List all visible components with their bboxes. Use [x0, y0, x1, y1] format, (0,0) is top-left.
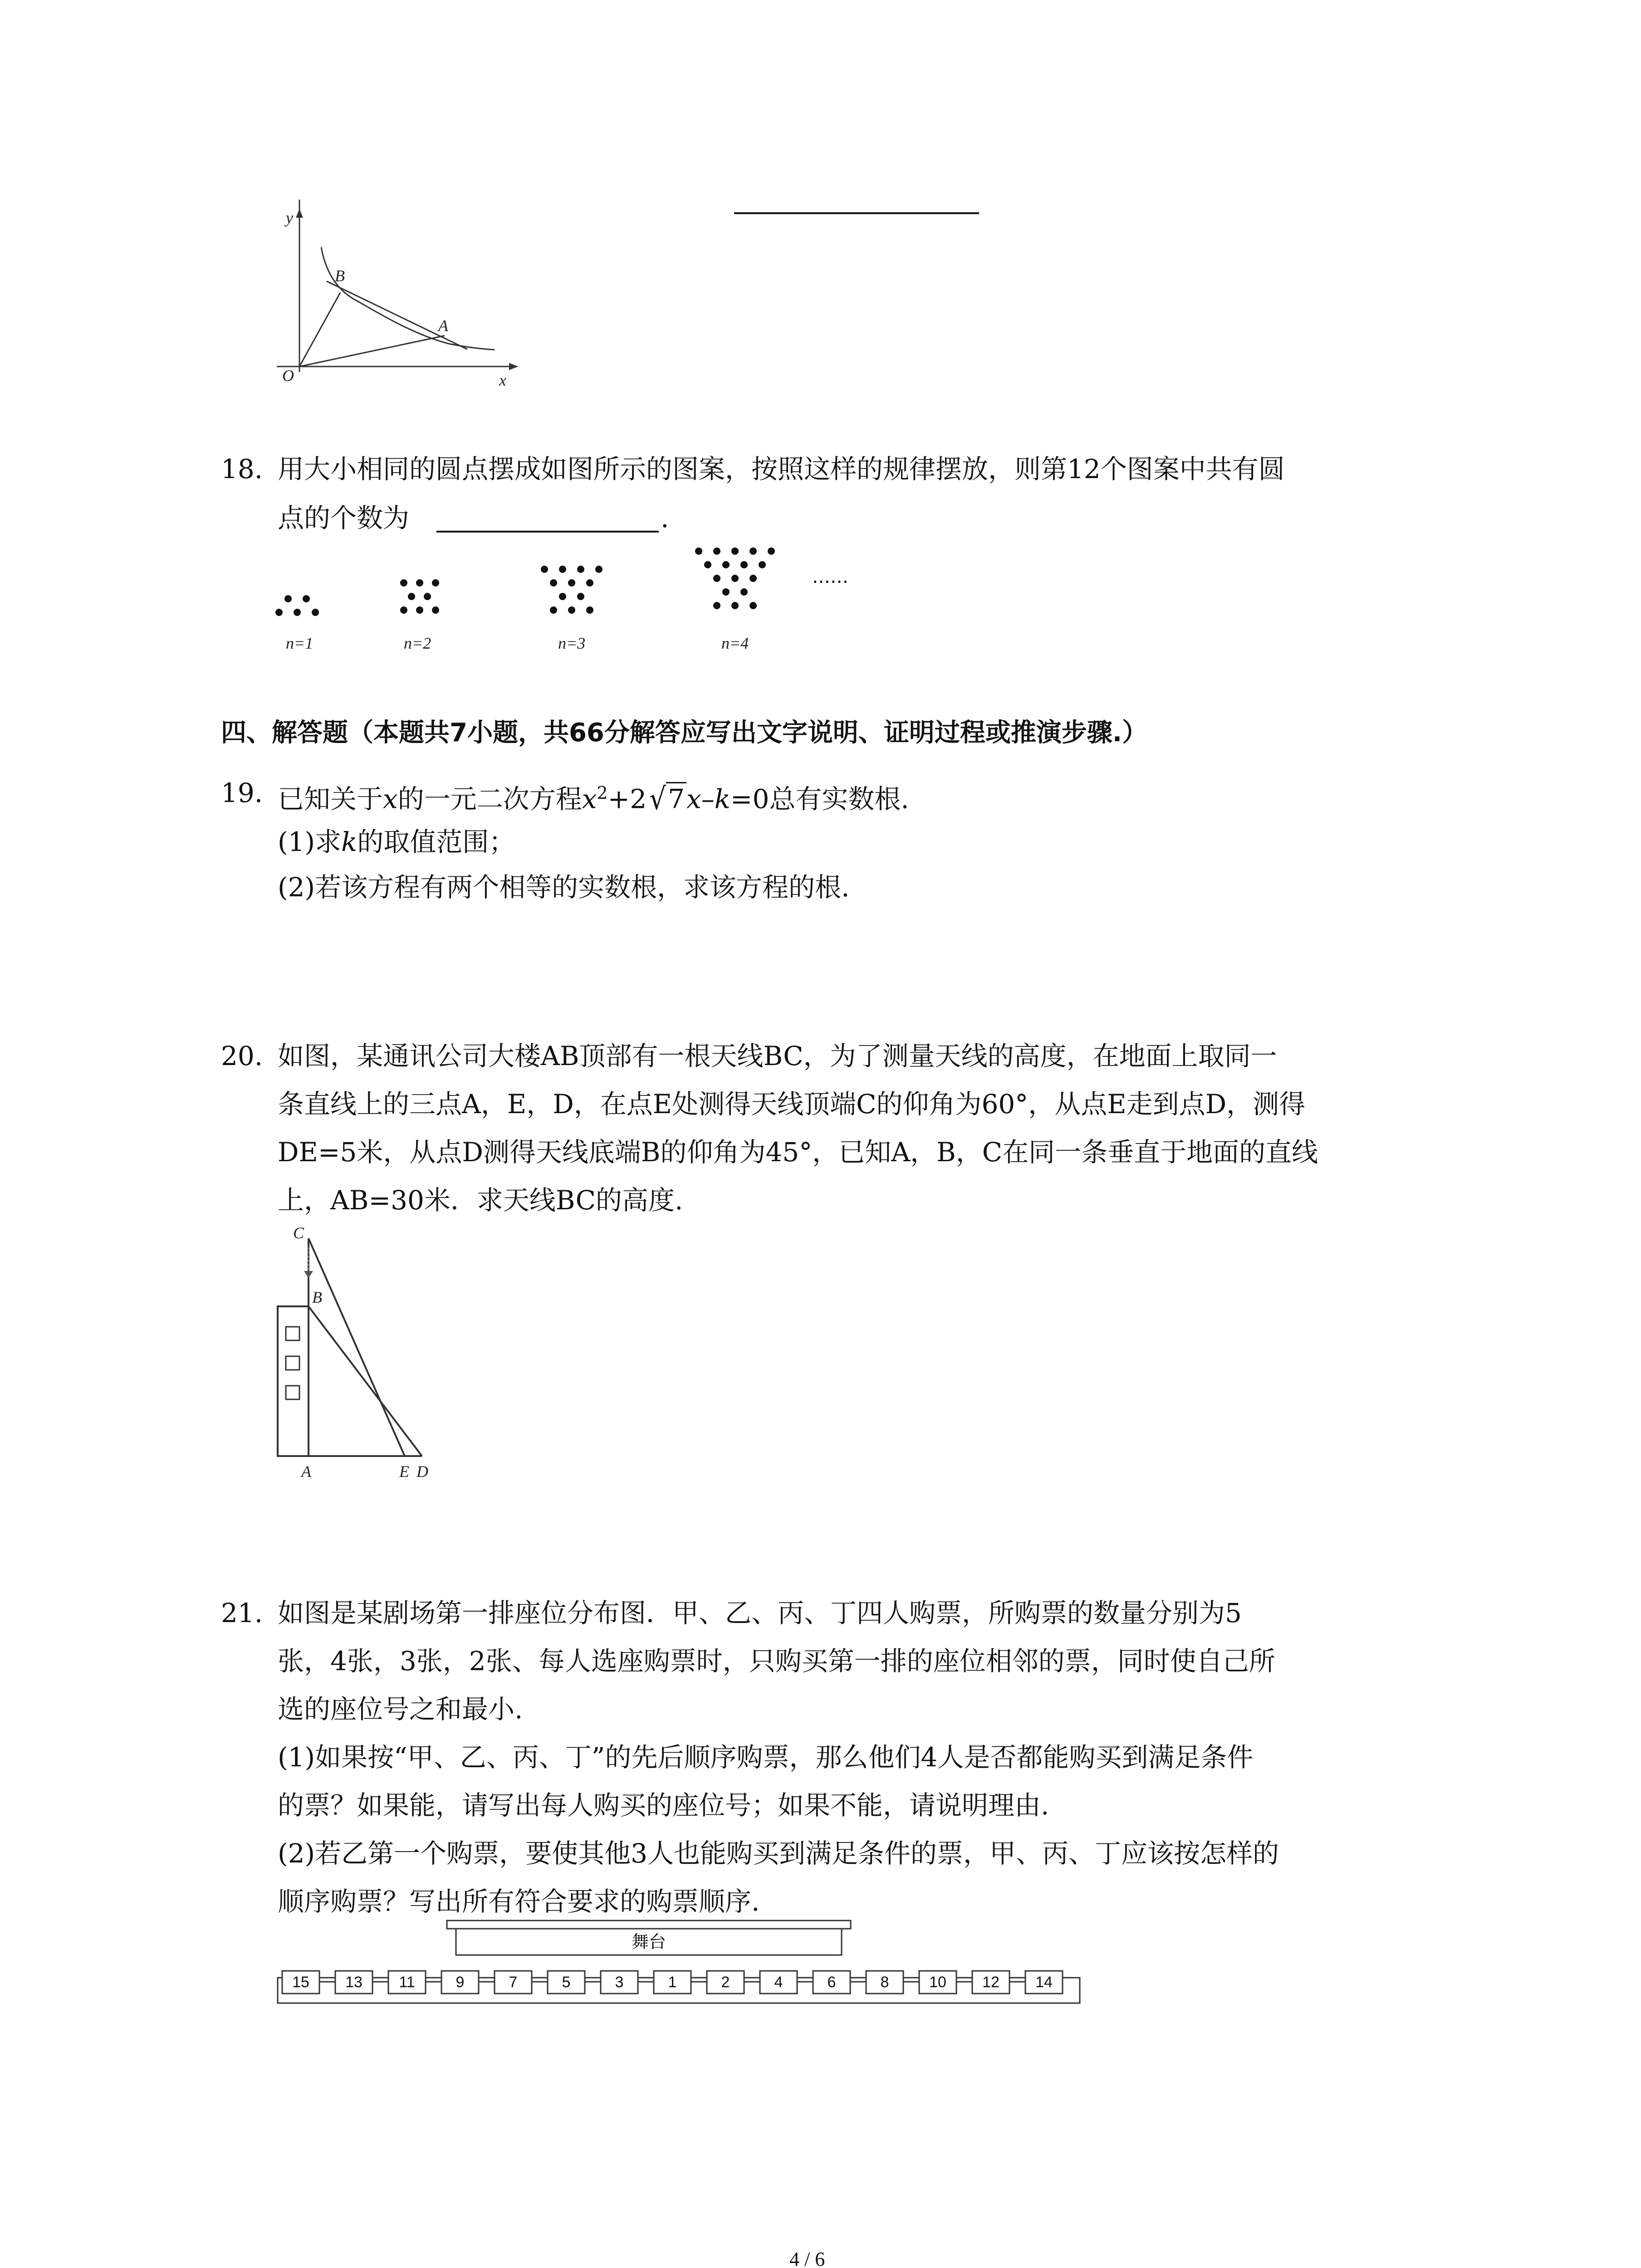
- graph-label-y: y: [286, 209, 293, 227]
- seat-number: 2: [721, 1974, 730, 1991]
- q19-p1-a: (1)求: [278, 826, 342, 857]
- fig-label-e: E: [399, 1462, 409, 1481]
- q20-line1: 如图，某通讯公司大楼AB顶部有一根天线BC，为了测量天线的高度，在地面上取同一: [278, 1041, 1277, 1071]
- stage-label: 舞台: [631, 1932, 666, 1952]
- q18-line2-pre: 点的个数为: [278, 503, 410, 533]
- dots-ellipsis: ……: [812, 567, 848, 587]
- seat-number: 15: [292, 1974, 309, 1991]
- q21-line1: 如图是某剧场第一排座位分布图．甲、乙、丙、丁四人购票，所购票的数量分别为5: [278, 1598, 1242, 1628]
- fig-label-a: A: [301, 1462, 311, 1481]
- q21-line7: 顺序购票？写出所有符合要求的购票顺序.: [278, 1886, 760, 1917]
- seat-number: 1: [668, 1974, 677, 1991]
- q18-line2-post: .: [661, 503, 669, 533]
- q19-eq-exp: 2: [597, 783, 608, 803]
- q19-eq-minus: –: [701, 783, 715, 815]
- graph-label-b: B: [335, 267, 345, 285]
- section-title: 四、解答题（本题共7小题，共66分解答应写出文字说明、证明过程或推演步骤.）: [221, 718, 1148, 748]
- seat-number: 9: [456, 1974, 465, 1991]
- q21-line4: (1)如果按“甲、乙、丙、丁”的先后顺序购票，那么他们4人是否都能购买到满足条件: [278, 1742, 1254, 1773]
- q19-eq-x: x: [582, 783, 597, 815]
- fig-label-d: D: [416, 1462, 428, 1481]
- graph-label-o: O: [282, 367, 294, 385]
- q18-line1: 用大小相同的圆点摆成如图所示的图案，按照这样的规律摆放，则第12个图案中共有圆: [278, 454, 1285, 484]
- q18-answer-blank: [436, 531, 659, 533]
- q19-eq-x2: x: [686, 783, 701, 815]
- q19-stem-b: 的一元二次方程: [397, 783, 582, 815]
- seat-number: 6: [827, 1974, 836, 1991]
- seat-number: 4: [774, 1974, 783, 1991]
- q20-line3: DE=5米，从点D测得天线底端B的仰角为45°，已知A，B，C在同一条垂直于地面的直线: [278, 1137, 1318, 1168]
- q19-eq-mid: +2: [607, 783, 647, 815]
- q21-number: 21.: [221, 1598, 263, 1628]
- q20-line4: 上，AB=30米．求天线BC的高度.: [278, 1185, 683, 1216]
- q19-stem: [278, 777, 909, 815]
- q17-graph: [268, 200, 526, 395]
- q19-var-x: x: [383, 783, 398, 815]
- graph-label-a: A: [438, 317, 448, 335]
- seat-number: 8: [880, 1974, 889, 1991]
- q20-line2: 条直线上的三点A，E，D，在点E处测得天线顶端C的仰角为60°，从点E走到点D，测得: [278, 1089, 1306, 1119]
- q21-line6: (2)若乙第一个购票，要使其他3人也能购买到满足条件的票，甲、丙、丁应该按怎样的: [278, 1838, 1279, 1869]
- q18-number: 18.: [221, 454, 263, 484]
- seat-number: 5: [562, 1974, 571, 1991]
- seat-number: 10: [929, 1974, 946, 1991]
- seat-number: 14: [1035, 1974, 1053, 1991]
- caption-n2: n=2: [404, 634, 431, 652]
- q20-figure: [272, 1220, 463, 1483]
- q19-part2: (2)若该方程有两个相等的实数根，求该方程的根.: [278, 872, 850, 903]
- q19-part1: [278, 826, 515, 858]
- fig-label-c: C: [293, 1224, 304, 1242]
- q19-number: 19.: [221, 777, 263, 808]
- q20-number: 20.: [221, 1041, 263, 1071]
- page-number: 4 / 6: [789, 2248, 825, 2268]
- caption-n4: n=4: [721, 634, 749, 652]
- q19-eq-rad: 7: [666, 782, 686, 814]
- seat-number: 12: [982, 1974, 999, 1991]
- q19-eq-end: =0总有实数根.: [730, 783, 909, 815]
- q19-p1-b: 的取值范围；: [357, 826, 515, 857]
- caption-n1: n=1: [286, 634, 314, 652]
- graph-label-x: x: [499, 371, 506, 389]
- q19-p1-k: k: [341, 826, 358, 857]
- fig-label-b: B: [312, 1288, 322, 1306]
- q19-stem-a: 已知关于: [278, 783, 383, 815]
- seat-number: 7: [509, 1974, 518, 1991]
- q19-sqrt-sign: √: [649, 781, 666, 817]
- q21-line5: 的票？如果能，请写出每人购买的座位号；如果不能，请说明理由.: [278, 1790, 1049, 1821]
- seating-chart: [272, 1919, 1098, 2037]
- q18-dot-patterns: [268, 535, 903, 658]
- seat-row: [282, 1971, 1063, 1994]
- q17-answer-blank: [734, 212, 979, 214]
- q19-eq-k: k: [714, 783, 730, 815]
- seat-number: 13: [345, 1974, 362, 1991]
- seat-number: 3: [615, 1974, 624, 1991]
- seat-number: 11: [399, 1974, 415, 1991]
- q21-line2: 张，4张，3张，2张、每人选座购票时，只购买第一排的座位相邻的票，同时使自己所: [278, 1646, 1275, 1677]
- q21-line3: 选的座位号之和最小.: [278, 1694, 523, 1725]
- caption-n3: n=3: [558, 634, 586, 652]
